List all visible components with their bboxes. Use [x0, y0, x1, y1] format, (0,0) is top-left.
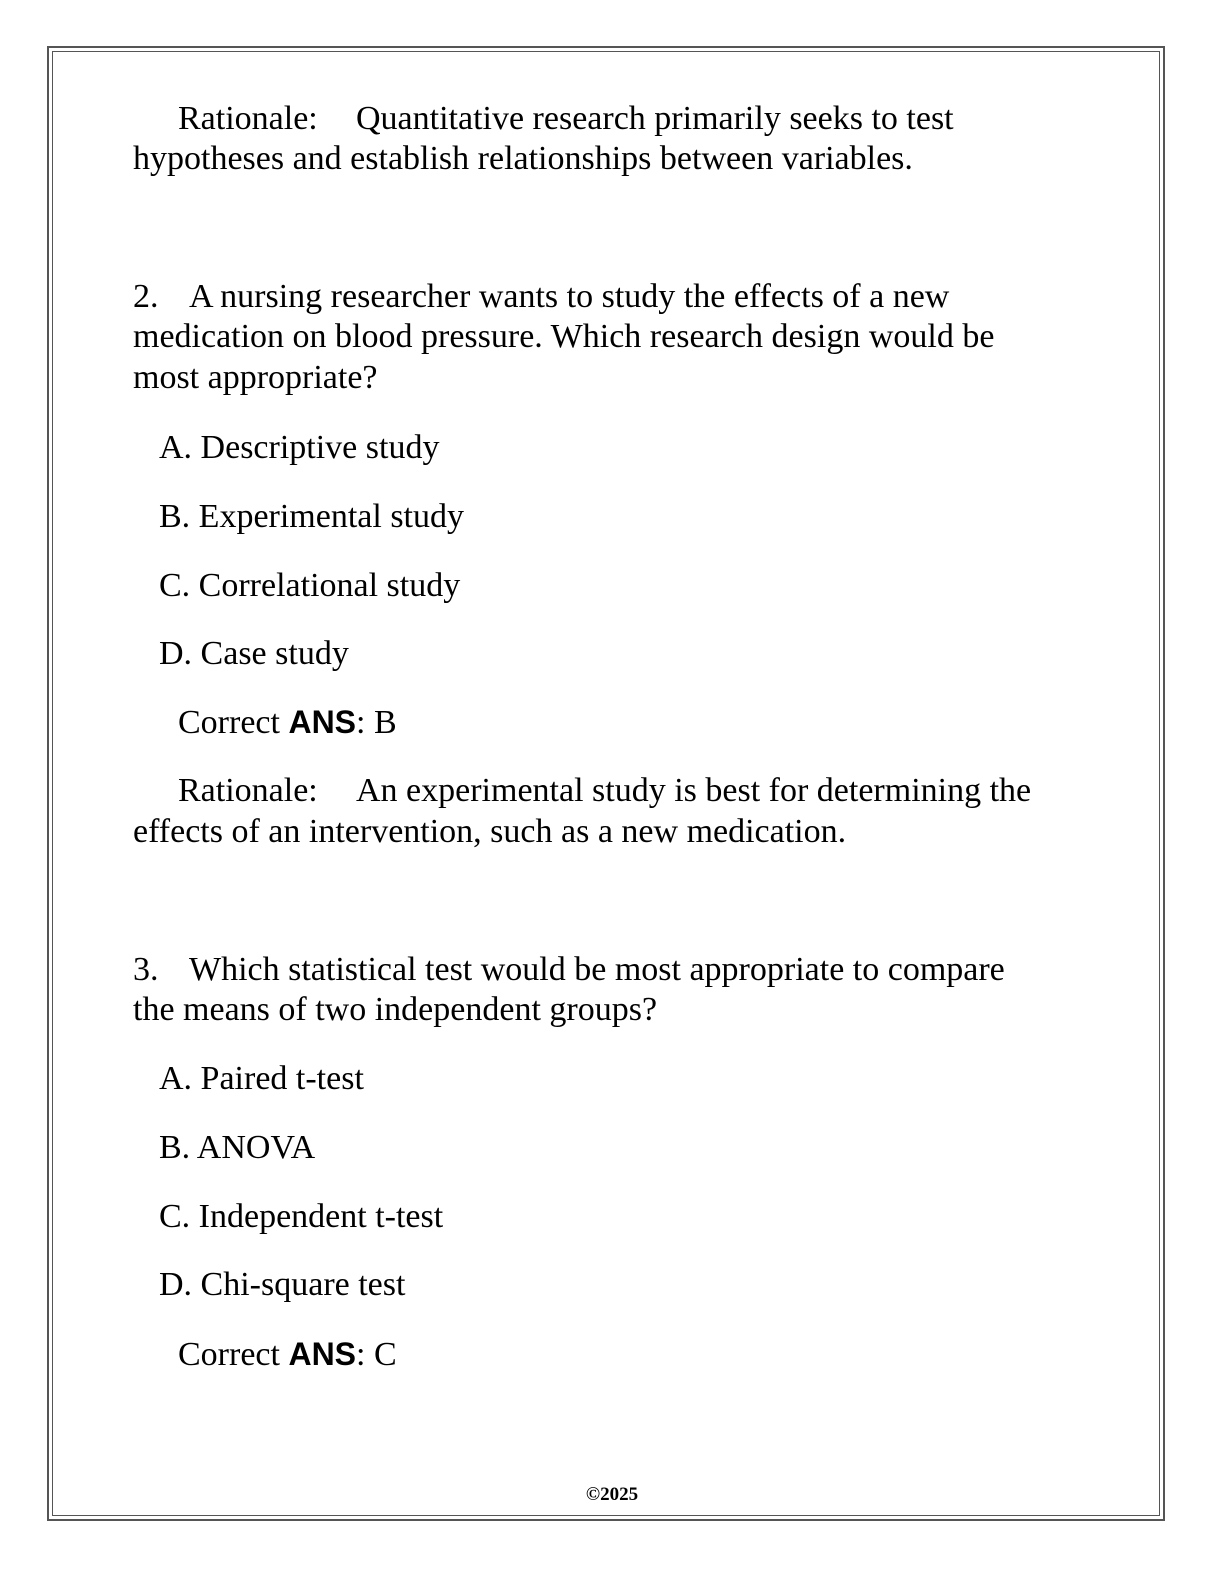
- q2-question-line-1: [133, 277, 949, 317]
- q3-correct-answer: [178, 1334, 397, 1375]
- q3-answer-value: : C: [356, 1336, 397, 1373]
- q2-number: 2.: [133, 278, 159, 315]
- q3-answer-keyword: ANS: [288, 1336, 357, 1372]
- q3-question-line-2: the means of two independent groups?: [133, 991, 658, 1028]
- q2-question-line-3: most appropriate?: [133, 359, 378, 396]
- q3-question-text-1: Which statistical test would be most appropriate to compare: [189, 951, 1005, 988]
- q3-number: 3.: [133, 951, 159, 988]
- q2-option-b: B. Experimental study: [159, 498, 465, 535]
- q3-option-d: D. Chi-square test: [159, 1266, 406, 1303]
- q2-option-a: A. Descriptive study: [159, 429, 440, 466]
- q1-rationale-line-1: [178, 99, 954, 139]
- q2-option-c: C. Correlational study: [159, 567, 461, 604]
- q2-answer-prefix: Correct: [178, 704, 280, 741]
- copyright-footer: ©2025: [585, 1484, 639, 1505]
- q3-answer-prefix: Correct: [178, 1336, 280, 1373]
- q1-rationale-line-2: hypotheses and establish relationships between variables.: [133, 140, 913, 177]
- q3-question-line-1: [133, 950, 1005, 990]
- q2-answer-keyword: ANS: [288, 704, 357, 740]
- q3-option-b: B. ANOVA: [159, 1129, 316, 1166]
- q2-option-d: D. Case study: [159, 635, 349, 672]
- q2-rationale-line-2: effects of an intervention, such as a new medication.: [133, 813, 847, 850]
- q3-option-a: A. Paired t-test: [159, 1060, 364, 1097]
- q2-question-line-2: medication on blood pressure. Which research design would be: [133, 318, 995, 355]
- q1-rationale-text-1: Quantitative research primarily seeks to test: [356, 100, 954, 137]
- q2-rationale-line-1: [178, 771, 1031, 811]
- q1-rationale-label: Rationale:: [178, 100, 318, 137]
- q2-rationale-text-1: An experimental study is best for determining the: [356, 772, 1032, 809]
- q2-question-text-1: A nursing researcher wants to study the effects of a new: [189, 278, 950, 315]
- q2-correct-answer: [178, 702, 397, 743]
- q2-rationale-label: Rationale:: [178, 772, 318, 809]
- q3-option-c: C. Independent t-test: [159, 1198, 444, 1235]
- q2-answer-value: : B: [356, 704, 397, 741]
